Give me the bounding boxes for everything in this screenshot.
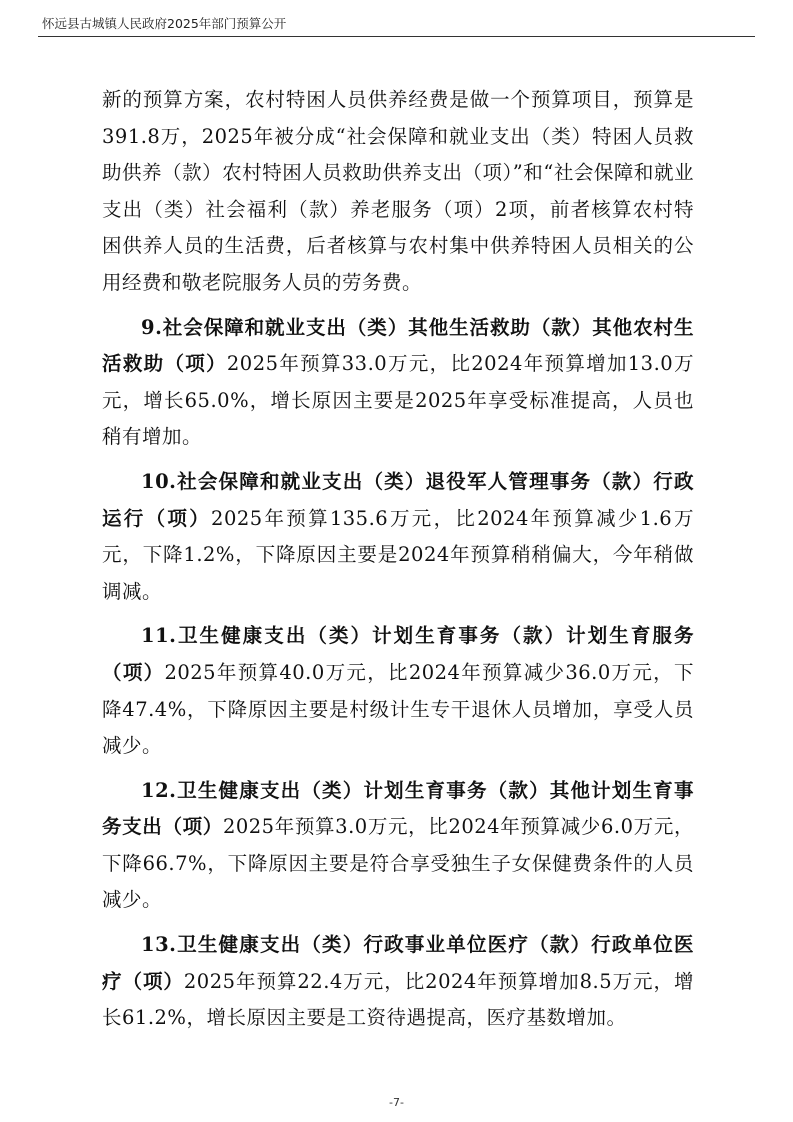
- paragraph-heading: 10.社会保障和就业支出（类）退役军人管理事务（款）行政运行（项）: [102, 469, 694, 530]
- header-divider: [38, 36, 755, 37]
- paragraph-text: 2025年预算33.0万元，比2024年预算增加13.0万元，增长65.0%，增长原因主要是2025年享受标准提高，人员也稍有增加。: [102, 352, 694, 449]
- paragraph-heading: 11.卫生健康支出（类）计划生育事务（款）计划生育服务（项）: [102, 624, 694, 684]
- document-header: 怀远县古城镇人民政府2025年部门预算公开: [42, 16, 287, 31]
- page-number: -7-: [389, 1096, 404, 1109]
- paragraph-heading: 13.卫生健康支出（类）行政事业单位医疗（款）行政单位医疗（项）: [102, 933, 694, 993]
- paragraph-text: 2025年预算3.0万元，比2024年预算减少6.0万元，下降66.7%，下降原因主要是符合享受独生子女保健费条件的人员减少。: [102, 815, 694, 912]
- paragraph-item-11: [102, 618, 694, 764]
- paragraph-item-12: [102, 773, 694, 919]
- paragraph-item-9: [102, 310, 694, 456]
- paragraph-heading: 9.社会保障和就业支出（类）其他生活救助（款）其他农村生活救助（项）: [102, 315, 694, 376]
- paragraph-heading: 12.卫生健康支出（类）计划生育事务（款）其他计划生育事务支出（项）: [102, 778, 694, 839]
- paragraph-text: 2025年预算135.6万元，比2024年预算减少1.6万元，下降1.2%，下降原因主要是2024年预算稍稍偏大，今年稍做调减。: [102, 506, 694, 603]
- paragraph-item-10: [102, 464, 694, 610]
- paragraph-item-13: [102, 927, 694, 1037]
- document-body: [102, 82, 694, 1045]
- paragraph-text: 新的预算方案，农村特困人员供养经费是做一个预算项目，预算是391.8万，2025年被分成“社会保障和就业支出（类）特困人员救助供养（款）农村特困人员救助供养支出（项）”和“社会保障和就业支出（类）社会福利（款）养老服务（项）2项，前者核算农村特困供养人员的生活费，后者核算与农村集中供养特困人员相关的公用经费和敬老院服务人员的劳务费。: [102, 88, 694, 294]
- paragraph-continued: [102, 82, 694, 302]
- paragraph-text: 2025年预算22.4万元，比2024年预算增加8.5万元，增长61.2%，增长原因主要是工资待遇提高，医疗基数增加。: [102, 969, 694, 1030]
- paragraph-text: 2025年预算40.0万元，比2024年预算减少36.0万元，下降47.4%，下降原因主要是村级计生专干退休人员增加，享受人员减少。: [102, 660, 694, 758]
